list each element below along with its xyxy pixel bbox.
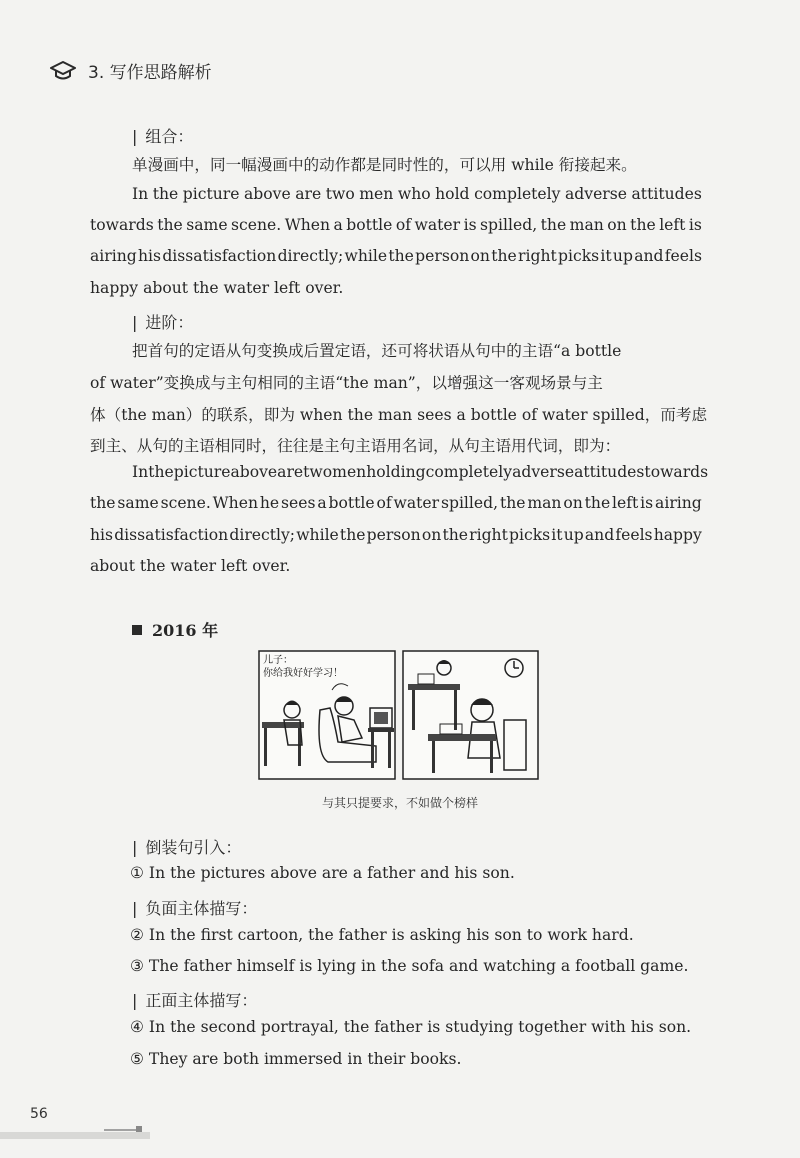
word: directly; bbox=[229, 526, 296, 544]
word: men bbox=[332, 463, 367, 481]
father-desk bbox=[428, 734, 496, 741]
word: same bbox=[186, 216, 228, 234]
word: two bbox=[303, 463, 333, 481]
cartoon-caption: 与其只提要求，不如做个榜样 bbox=[321, 796, 478, 810]
year-heading: 2016 年 bbox=[132, 618, 218, 641]
word: his bbox=[138, 247, 162, 265]
word: the bbox=[540, 216, 567, 234]
word: attitudes bbox=[574, 463, 645, 481]
word: In bbox=[132, 185, 149, 203]
word: two bbox=[325, 185, 355, 203]
word: he bbox=[259, 494, 280, 512]
para2-line-4 bbox=[90, 557, 702, 575]
para1-line-4 bbox=[90, 279, 702, 297]
word: dissatisfaction bbox=[114, 526, 229, 544]
word: In bbox=[132, 463, 149, 481]
word: dissatisfaction bbox=[162, 247, 277, 265]
word: the bbox=[157, 216, 183, 234]
cartoon-panel-right bbox=[403, 651, 538, 779]
footer-rule bbox=[0, 1124, 150, 1144]
word: man bbox=[527, 494, 562, 512]
word: the bbox=[148, 463, 174, 481]
word: is bbox=[688, 216, 702, 234]
speech-line-1: 儿子： bbox=[263, 655, 293, 666]
word: on bbox=[607, 216, 627, 234]
page-number: 56 bbox=[30, 1106, 48, 1122]
word: holding bbox=[366, 463, 426, 481]
word: sees bbox=[281, 494, 316, 512]
advance-line-1: 把首句的定语从句变换成后置定语，还可将状语从句中的主语“a bottle bbox=[132, 342, 622, 360]
word: right bbox=[469, 526, 508, 544]
para2-line-1 bbox=[132, 463, 709, 481]
word: scene. bbox=[160, 494, 211, 512]
word: person bbox=[366, 526, 421, 544]
para2-line-3 bbox=[90, 526, 702, 544]
word: while bbox=[344, 247, 388, 265]
word: airing bbox=[655, 494, 702, 512]
para1-line-3 bbox=[90, 247, 702, 265]
word: the bbox=[491, 247, 517, 265]
word: of bbox=[376, 494, 392, 512]
word: it bbox=[551, 526, 563, 544]
word: adverse bbox=[512, 463, 575, 481]
para2-line-2 bbox=[90, 494, 702, 512]
word: man bbox=[569, 216, 604, 234]
word: up bbox=[612, 247, 633, 265]
word: picks bbox=[509, 526, 551, 544]
word: picture bbox=[173, 463, 231, 481]
word: the bbox=[388, 247, 414, 265]
word: a bbox=[317, 494, 327, 512]
word: on bbox=[421, 526, 442, 544]
word: airing bbox=[90, 247, 137, 265]
cartoon-figure bbox=[258, 650, 540, 786]
list-item-5: ⑤ They are both immersed in their books. bbox=[130, 1050, 462, 1068]
advance-line-2: of water”变换成与主句相同的主语“the man”，以增强这一客观场景与主 bbox=[90, 374, 603, 392]
advance-line-3: 体（the man）的联系，即为 when the man sees a bottle of water spilled，而考虑 bbox=[90, 406, 708, 424]
word: completely bbox=[425, 463, 513, 481]
word: and bbox=[584, 526, 615, 544]
word: the bbox=[339, 526, 366, 544]
word: it bbox=[600, 247, 612, 265]
label-negative: | 负面主体描写： bbox=[132, 899, 258, 918]
word: and bbox=[634, 247, 664, 265]
list-item-2: ② In the first cartoon, the father is asking his son to work hard. bbox=[130, 926, 634, 944]
graduation-cap-icon bbox=[50, 60, 76, 82]
para1-line-2 bbox=[90, 216, 702, 234]
square-bullet-icon bbox=[132, 625, 142, 635]
word: are bbox=[277, 463, 304, 481]
word: scene. bbox=[231, 216, 282, 234]
word: is bbox=[463, 216, 477, 234]
list-item-4: ④ In the second portrayal, the father is studying together with his son. bbox=[130, 1018, 692, 1036]
word: the bbox=[152, 185, 179, 203]
word: his bbox=[90, 526, 114, 544]
word: on bbox=[470, 247, 490, 265]
word: towards bbox=[644, 463, 709, 481]
word: attitudes bbox=[631, 185, 702, 203]
chapter-header bbox=[50, 58, 212, 83]
word: towards bbox=[90, 216, 154, 234]
word: When bbox=[212, 494, 258, 512]
label-combine: | 组合： bbox=[132, 127, 194, 146]
word: feels bbox=[664, 247, 702, 265]
word: above bbox=[230, 463, 278, 481]
line-text: happy about the water left over. bbox=[90, 279, 344, 297]
son-desk bbox=[262, 722, 304, 728]
word: bottle bbox=[346, 216, 393, 234]
word: the bbox=[584, 494, 611, 512]
label-positive: | 正面主体描写： bbox=[132, 991, 258, 1010]
word: left bbox=[659, 216, 686, 234]
word: water bbox=[393, 494, 440, 512]
word: left bbox=[612, 494, 639, 512]
label-inversion: | 倒装句引入： bbox=[132, 838, 242, 857]
word: hold bbox=[435, 185, 470, 203]
label-advance: | 进阶： bbox=[132, 313, 194, 332]
word: spilled, bbox=[440, 494, 499, 512]
word: a bbox=[333, 216, 343, 234]
word: picture bbox=[182, 185, 240, 203]
word: right bbox=[518, 247, 557, 265]
word: the bbox=[442, 526, 468, 544]
word: completely bbox=[474, 185, 561, 203]
word: person bbox=[415, 247, 470, 265]
word: directly; bbox=[277, 247, 344, 265]
word: the bbox=[90, 494, 116, 512]
word: bottle bbox=[328, 494, 375, 512]
word: happy bbox=[653, 526, 702, 544]
line-text: about the water left over. bbox=[90, 557, 291, 575]
word: while bbox=[296, 526, 339, 544]
list-item-3: ③ The father himself is lying in the sofa and watching a football game. bbox=[130, 957, 689, 975]
word: the bbox=[499, 494, 526, 512]
word: above bbox=[244, 185, 291, 203]
word: the bbox=[630, 216, 656, 234]
advance-line-4: 到主、从句的主语相同时，往往是主句主语用名词，从句主语用代词，即为： bbox=[90, 437, 621, 455]
word: are bbox=[295, 185, 322, 203]
word: on bbox=[563, 494, 583, 512]
word: picks bbox=[558, 247, 600, 265]
word: feels bbox=[615, 526, 653, 544]
word: spilled, bbox=[480, 216, 538, 234]
combine-intro: 单漫画中，同一幅漫画中的动作都是同时性的，可以用 while 衔接起来。 bbox=[132, 156, 637, 174]
word: who bbox=[397, 185, 431, 203]
chapter-title: 3. 写作思路解析 bbox=[88, 63, 212, 83]
word: men bbox=[359, 185, 394, 203]
word: is bbox=[640, 494, 654, 512]
speech-line-2: 你给我好好学习！ bbox=[263, 668, 343, 679]
word: same bbox=[117, 494, 159, 512]
word: adverse bbox=[564, 185, 627, 203]
list-item-1: ① In the pictures above are a father and his son. bbox=[130, 864, 515, 882]
word: When bbox=[284, 216, 331, 234]
para1-line-1 bbox=[132, 185, 702, 203]
word: up bbox=[563, 526, 584, 544]
word: water bbox=[414, 216, 461, 234]
word: of bbox=[395, 216, 412, 234]
